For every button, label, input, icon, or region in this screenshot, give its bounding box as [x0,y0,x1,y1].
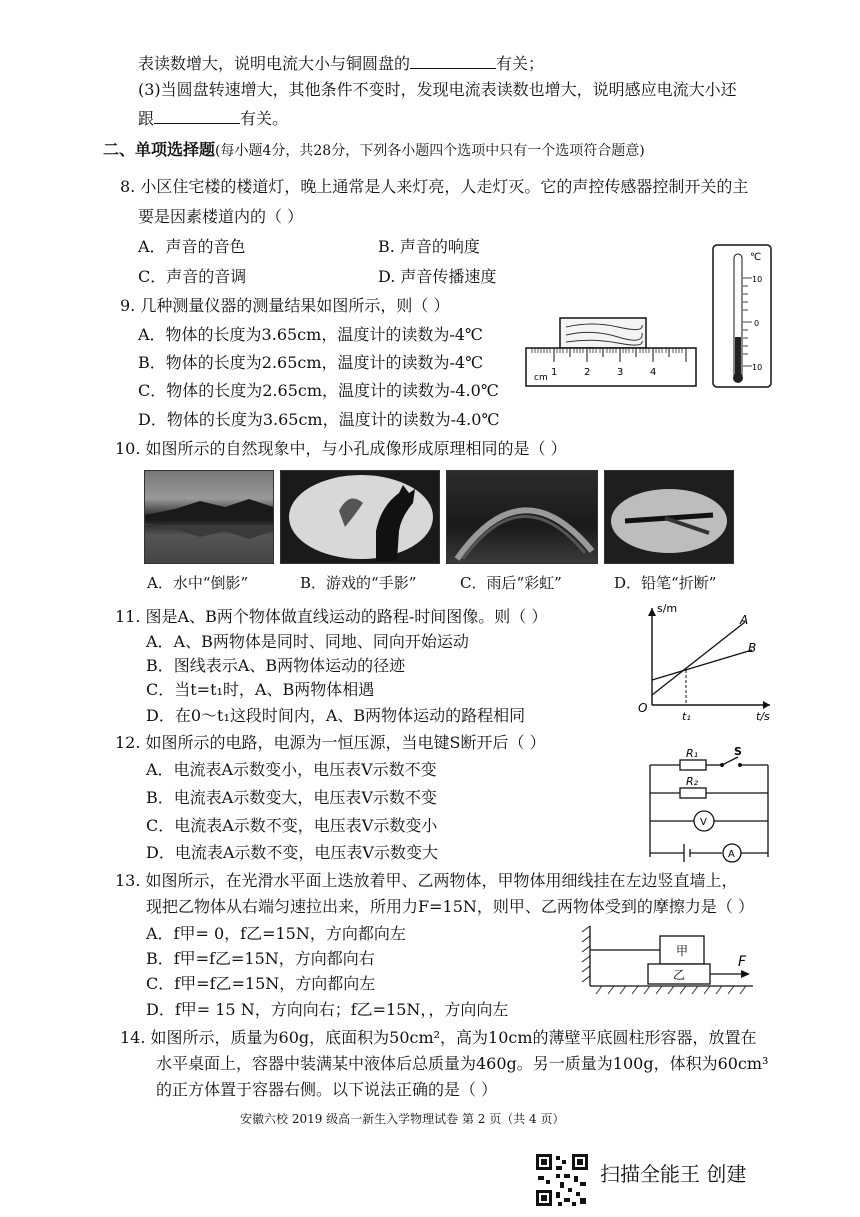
q13-stem: 13. 如图所示，在光滑水平面上迭放着甲、乙两物体，甲物体用细线挂在左边竖直墙上， [115,871,738,890]
section-heading: 二、单项选择题(每小题4分，共28分，下列各小题四个选项中只有一个选项符合题意) [103,140,645,159]
q9-option-b: B．物体的长度为2.65cm，温度计的读数为-4℃ [138,353,484,372]
ruler-tick-label: 1 [551,367,558,378]
q13-option-a: A．f甲= 0，f乙=15N，方向都向左 [146,924,406,943]
block-top-label: 甲 [676,944,689,958]
circuit-r2: R₂ [686,775,699,788]
thermo-tick-label: 10 [752,275,763,284]
q14-stem: 水平桌面上，容器中装满某中液体后总质量为460g。另一质量为100g，体积为60cm³ [156,1054,769,1073]
answer-blank [410,52,496,69]
q8-option-b: B. 声音的响度 [378,237,480,256]
circuit-switch: S [734,745,742,758]
q13-option-b: B．f甲=f乙=15N，方向都向右 [146,949,375,968]
graph-t1: t₁ [682,710,691,723]
q11-stem: 11. 图是A、B两个物体做直线运动的路程-时间图像。则（ ） [115,607,548,626]
reflection-photo [144,470,274,564]
text-line: 表读数增大，说明电流大小与铜圆盘的 有关； [138,54,545,73]
q8-option-d: D. 声音传播速度 [378,267,497,286]
qr-code-icon [534,1152,590,1208]
q12-option-a: A．电流表A示数变小，电压表V示数不变 [146,760,437,779]
thermo-unit: ℃ [750,252,762,263]
q13-option-d: D．f甲= 15 N，方向向右；f乙=15N，，方向向左 [146,1000,509,1019]
hand-shadow-photo [280,470,440,564]
q9-option-c: C．物体的长度为2.65cm，温度计的读数为-4.0℃ [138,381,499,400]
thermometer-figure [710,242,776,392]
circuit-figure [640,745,780,870]
q10-option-b: B．游戏的“手影” [300,574,417,592]
answer-blank [154,107,240,124]
q10-option-d: D．铅笔“折断” [614,574,717,592]
q11-option-b: B．图线表示A、B两物体运动的径迹 [146,656,406,675]
ruler-tick-label: 4 [650,367,657,378]
q11-option-a: A．A、B两物体是同时、同地、同向开始运动 [146,632,469,651]
q11-option-c: C．当t=t₁时，A、B两物体相遇 [146,680,375,699]
q8-stem: 要是因素楼道内的（ ） [138,207,304,226]
q12-option-c: C．电流表A示数不变，电压表V示数变小 [146,816,438,835]
circuit-r1: R₁ [686,747,699,760]
q11-option-d: D．在0～t₁这段时间内，A、B两物体运动的路程相同 [146,706,526,725]
thermo-tick-label: 10 [752,363,763,372]
q12-option-b: B．电流表A示数变大，电压表V示数不变 [146,788,437,807]
q10-option-c: C．雨后“彩虹” [460,574,562,592]
graph-ylabel: s/m [657,602,678,615]
q9-option-d: D．物体的长度为3.65cm，温度计的读数为-4.0℃ [138,410,500,429]
force-label: F [738,954,747,970]
text-line: 跟 有关。 [138,109,289,128]
q9-option-a: A．物体的长度为3.65cm，温度计的读数为-4℃ [138,325,483,344]
q13-stem: 现把乙物体从右端匀速拉出来，所用力F=15N，则甲、乙两物体受到的摩擦力是（ ） [146,897,754,916]
ruler-figure [522,315,700,395]
q12-option-d: D．电流表A示数不变，电压表V示数变大 [146,843,438,862]
q14-stem: 14. 如图所示，质量为60g，底面积为50cm²，高为10cm的薄壁平底圆柱形容器，放置在 [120,1028,757,1047]
q8-stem: 8. 小区住宅楼的楼道灯，晚上通常是人来灯亮，人走灯灭。它的声控传感器控制开关的主 [120,177,749,196]
q9-stem: 9. 几种测量仪器的测量结果如图所示，则（ ） [120,296,450,315]
graph-line-a-label: A [740,613,749,627]
graph-line-b-label: B [748,641,757,655]
rainbow-photo [446,470,598,564]
ruler-tick-label: 2 [584,367,591,378]
pencil-refraction-photo [604,470,734,564]
text-line: (3)当圆盘转速增大，其他条件不变时，发现电流表读数也增大，说明感应电流大小还 [138,80,737,99]
q14-stem: 的正方体置于容器右侧。以下说法正确的是（ ） [156,1080,498,1099]
scanner-watermark: 扫描全能王 创建 [600,1162,747,1186]
q13-option-c: C．f甲=f乙=15N，方向都向左 [146,974,376,993]
circuit-ammeter: A [728,849,735,860]
q10-stem: 10. 如图所示的自然现象中，与小孔成像形成原理相同的是（ ） [115,439,567,458]
q8-option-a: A．声音的音色 [138,237,246,256]
block-bottom-label: 乙 [673,968,686,982]
st-graph [630,600,780,730]
ruler-tick-label: 3 [617,367,624,378]
q12-stem: 12. 如图所示的电路，电源为一恒压源，当电键S断开后（ ） [115,733,546,752]
friction-figure [578,920,758,998]
circuit-voltmeter: V [700,817,707,828]
q8-option-c: C．声音的音调 [138,267,247,286]
graph-origin: O [638,701,648,715]
page-footer: 安徽六校 2019 级高一新生入学物理试卷 第 2 页（共 4 页） [240,1112,565,1126]
ruler-unit: cm [534,373,548,383]
graph-xlabel: t/s [756,710,770,723]
thermo-tick-label: 0 [754,319,760,328]
q10-option-a: A．水中“倒影” [147,574,249,592]
